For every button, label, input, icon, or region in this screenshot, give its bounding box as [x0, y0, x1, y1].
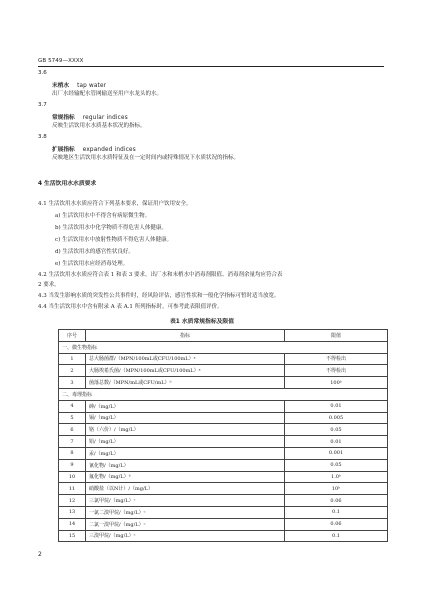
table-row	[59, 400, 388, 412]
table-title: 表1 水质常规指标及限值	[170, 319, 235, 325]
cell-limit: 1.0ᵇ	[285, 471, 388, 483]
cell-no: 5	[59, 412, 86, 424]
table-row	[59, 518, 388, 530]
term-number: 3.8	[38, 134, 47, 140]
col-header-item: 指标	[86, 330, 285, 342]
cell-item: 镉/（mg/L）	[86, 412, 285, 424]
table-row	[59, 377, 388, 389]
clause-item: e) 生活饮用水应经消毒处理。	[55, 261, 129, 267]
cell-no: 12	[59, 495, 86, 507]
term-number: 3.6	[38, 70, 47, 76]
group-label-toxicology: 二、毒理指标	[59, 388, 388, 400]
cell-item: 总大肠菌群/（MPN/100mL或CFU/100mL）ᵃ	[86, 353, 285, 365]
cell-no: 15	[59, 530, 86, 542]
term-chinese: 扩展指标	[52, 147, 75, 153]
cell-item: 铅/（mg/L）	[86, 436, 285, 448]
page-number: 2	[38, 551, 42, 558]
clause-4-3: 4.3 当发生影响水质的突发性公共事件时，经风险评估，感官性状和一般化学指标可暂时适当放宽。	[38, 293, 280, 299]
table-row	[59, 365, 388, 377]
indices-table	[58, 329, 388, 542]
clause-item: d) 生活饮用水的感官性状良好。	[55, 249, 134, 255]
term-definition: 出厂水经输配水管网输送至用户水龙头的水。	[52, 91, 163, 97]
cell-limit: 0.1	[285, 506, 388, 518]
cell-no: 6	[59, 424, 86, 436]
term-heading	[52, 144, 136, 153]
cell-limit: 0.06	[285, 495, 388, 507]
cell-limit: 0.05	[285, 424, 388, 436]
table-row	[59, 506, 388, 518]
cell-item: 汞/（mg/L）	[86, 447, 285, 459]
cell-limit: 不得检出	[285, 353, 388, 365]
cell-limit: 不得检出	[285, 365, 388, 377]
clause-item: c) 生活饮用水中放射性物质不得危害人体健康。	[55, 237, 172, 243]
cell-no: 8	[59, 447, 86, 459]
cell-item: 砷/（mg/L）	[86, 400, 285, 412]
col-header-no: 序号	[59, 330, 86, 342]
table-row	[59, 530, 388, 542]
cell-no: 14	[59, 518, 86, 530]
clause-item: a) 生活饮用水中不得含有病原微生物。	[55, 213, 151, 219]
group-row	[59, 341, 388, 353]
cell-item: 菌落总数/（MPN/mL或CFU/mL）ᵇ	[86, 377, 285, 389]
cell-limit: 0.01	[285, 400, 388, 412]
term-heading	[52, 80, 106, 89]
cell-item: 一氯二溴甲烷/（mg/L）ᶜ	[86, 506, 285, 518]
table-header-row	[59, 330, 388, 342]
clause-item: b) 生活饮用水中化学物质不得危害人体健康。	[55, 225, 167, 231]
cell-no: 3	[59, 377, 86, 389]
cell-item: 大肠埃希氏菌/（MPN/100mL或CFU/100mL）ᵃ	[86, 365, 285, 377]
cell-limit: 10ᵇ	[285, 483, 388, 495]
section-title: 4 生活饮用水水质要求	[38, 181, 97, 187]
cell-limit: 0.001	[285, 447, 388, 459]
table-row	[59, 447, 388, 459]
cell-item: 二氯一溴甲烷/（mg/L）ᶜ	[86, 518, 285, 530]
cell-no: 11	[59, 483, 86, 495]
table-row	[59, 471, 388, 483]
table-row	[59, 495, 388, 507]
cell-item: 三氯甲烷/（mg/L）ᶜ	[86, 495, 285, 507]
table-row	[59, 436, 388, 448]
term-definition: 反映地区生活饮用水水质特征及在一定时间内或特殊情况下水质状况的指标。	[52, 155, 240, 161]
cell-item: 氰化物/（mg/L）	[86, 459, 285, 471]
col-header-limit: 限值	[285, 330, 388, 342]
table-row	[59, 424, 388, 436]
cell-no: 2	[59, 365, 86, 377]
cell-limit: 0.005	[285, 412, 388, 424]
cell-no: 10	[59, 471, 86, 483]
term-heading	[52, 112, 128, 121]
table-row	[59, 483, 388, 495]
standard-code-header: GB 5749—XXXX	[38, 58, 84, 64]
cell-no: 4	[59, 400, 86, 412]
group-row	[59, 388, 388, 400]
group-label-microbial: 一、微生物指标	[59, 341, 388, 353]
cell-limit: 0.05	[285, 459, 388, 471]
cell-limit: 100ᵇ	[285, 377, 388, 389]
term-english: tap water	[77, 83, 107, 89]
cell-no: 9	[59, 459, 86, 471]
table-row	[59, 353, 388, 365]
term-chinese: 末梢水	[52, 83, 70, 89]
term-chinese: 常规指标	[52, 115, 75, 121]
cell-limit: 0.01	[285, 436, 388, 448]
clause-4-2-cont: 2 要求。	[38, 282, 60, 288]
cell-item: 三溴甲烷/（mg/L）ᶜ	[86, 530, 285, 542]
cell-item: 硝酸盐（以N计）/（mg/L）	[86, 483, 285, 495]
cell-item: 氟化物/（mg/L）ᵇ	[86, 471, 285, 483]
cell-item: 铬（六价）/（mg/L）	[86, 424, 285, 436]
term-number: 3.7	[38, 102, 47, 108]
term-english: expanded indices	[82, 147, 136, 153]
table-row	[59, 412, 388, 424]
clause-4-1: 4.1 生活饮用水水质应符合下列基本要求，保证用户饮用安全。	[38, 201, 192, 207]
cell-limit: 0.1	[285, 530, 388, 542]
clause-4-4: 4.4 当生活饮用水中含有附录 A 表 A.1 所列指标时，可参考此表限值评价。	[38, 304, 223, 310]
cell-no: 1	[59, 353, 86, 365]
term-definition: 反映生活饮用水水质基本状况的指标。	[52, 123, 146, 129]
cell-limit: 0.06	[285, 518, 388, 530]
term-english: regular indices	[82, 115, 128, 121]
table-row	[59, 459, 388, 471]
cell-no: 13	[59, 506, 86, 518]
cell-no: 7	[59, 436, 86, 448]
header-rule	[38, 66, 384, 67]
clause-4-2: 4.2 生活饮用水水质应符合表 1 和表 3 要求。出厂水和末梢水中消毒剂限值、消毒剂余量均应符合表	[38, 272, 283, 278]
